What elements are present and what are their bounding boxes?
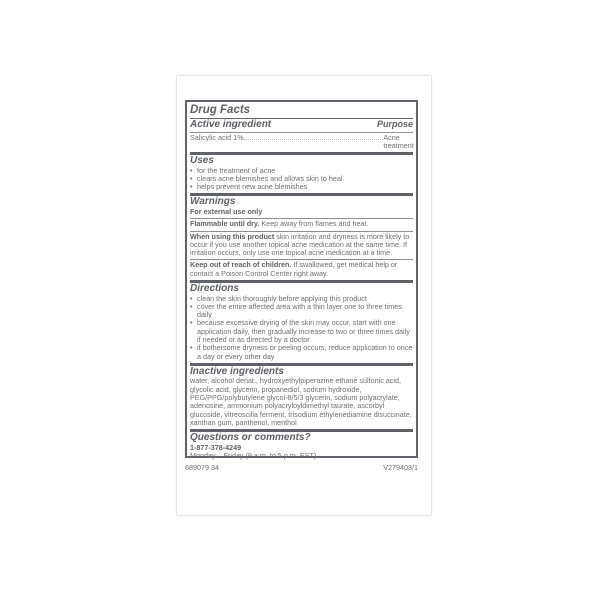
- warnings-section: [190, 196, 413, 283]
- active-header-row: [190, 120, 413, 131]
- drug-facts-title: Drug Facts: [190, 104, 413, 119]
- children-bold: Keep out of reach of children.: [190, 260, 292, 270]
- list-item: • for the treatment of acne: [190, 167, 413, 175]
- right-code: V279403/1: [383, 463, 418, 472]
- purpose-heading: Purpose: [376, 119, 413, 129]
- label-footer: [185, 463, 418, 472]
- directions-list: [190, 295, 413, 361]
- phone-number: 1-877-378-4249: [190, 442, 242, 452]
- uses-list: [190, 167, 413, 192]
- drug-facts-panel: [185, 100, 418, 461]
- list-item: • clean the skin thoroughly before applying this product: [190, 295, 413, 303]
- inactive-ingredients-heading: Inactive ingredients: [190, 365, 284, 377]
- dot-leader: ......................................................................: [243, 132, 384, 142]
- uses-heading: Uses: [190, 155, 214, 167]
- flammable-text: Keep away from flames and heat.: [259, 219, 369, 229]
- list-item: • because excessive drying of the skin may occur, start with one application daily, then gradually increase to two or three times daily if needed or as directed by a doctor: [190, 319, 413, 344]
- list-item: • cover the entire affected area with a thin layer one to three times daily: [190, 303, 413, 320]
- inactive-ingredients-text: water, alcohol denat., hydroxyethylpiperazine ethane sulfonic acid, glycolic acid, glycerin, propanediol, sodium hydroxide, PEG/PPG/polybutylene glycol-8/5/3 glycerin, sodium polyacrylate, adenosine, ammonium polyacryloyldimethyl taurate, ascorbyl glucoside, vitreoscilla ferment, trisodium ethylenediamine disuccinate, xanthan gum, panthenol, menthol: [190, 376, 412, 427]
- active-ingredient-name: Salicylic acid 1%: [190, 132, 244, 142]
- directions-section: [190, 283, 413, 366]
- when-using-text: skin irritation and dryness is more likely to occur if you use another topical acne medication at the same time. If irritation occurs, only use one topical acne medication at a time.: [190, 231, 410, 258]
- children-warning: [190, 261, 413, 278]
- questions-section: [190, 432, 413, 462]
- active-ingredient-heading: Active ingredient: [190, 119, 272, 130]
- list-item: • clears acne blemishes and allows skin to heal: [190, 175, 413, 183]
- hours-text: Monday – Friday (9 a.m. to 5 p.m. EST): [190, 451, 317, 461]
- inactive-ingredients-section: [190, 366, 413, 432]
- directions-heading: Directions: [190, 283, 239, 295]
- active-ingredient-row: [190, 132, 413, 151]
- active-ingredient-section: [190, 119, 413, 155]
- warnings-heading: Warnings: [190, 196, 236, 208]
- list-item: • helps prevent new acne blemishes: [190, 183, 413, 191]
- flammable-bold: Flammable until dry.: [190, 219, 260, 229]
- when-using-bold: When using this product: [190, 231, 275, 241]
- flammable-warning: [190, 220, 413, 231]
- left-code: 689079 34: [185, 463, 219, 472]
- uses-section: [190, 155, 413, 196]
- when-using-warning: [190, 233, 413, 261]
- label-card: [177, 76, 431, 515]
- external-use-text: For external use only: [190, 206, 263, 216]
- active-ingredient-purpose: Acne treatment: [383, 132, 414, 150]
- list-item: • if bothersome dryness or peeling occurs, reduce application to once a day or every other day: [190, 344, 413, 361]
- questions-heading: Questions or comments?: [190, 432, 311, 444]
- children-text: If swallowed, get medical help or contact a Poison Control Center right away.: [190, 260, 398, 278]
